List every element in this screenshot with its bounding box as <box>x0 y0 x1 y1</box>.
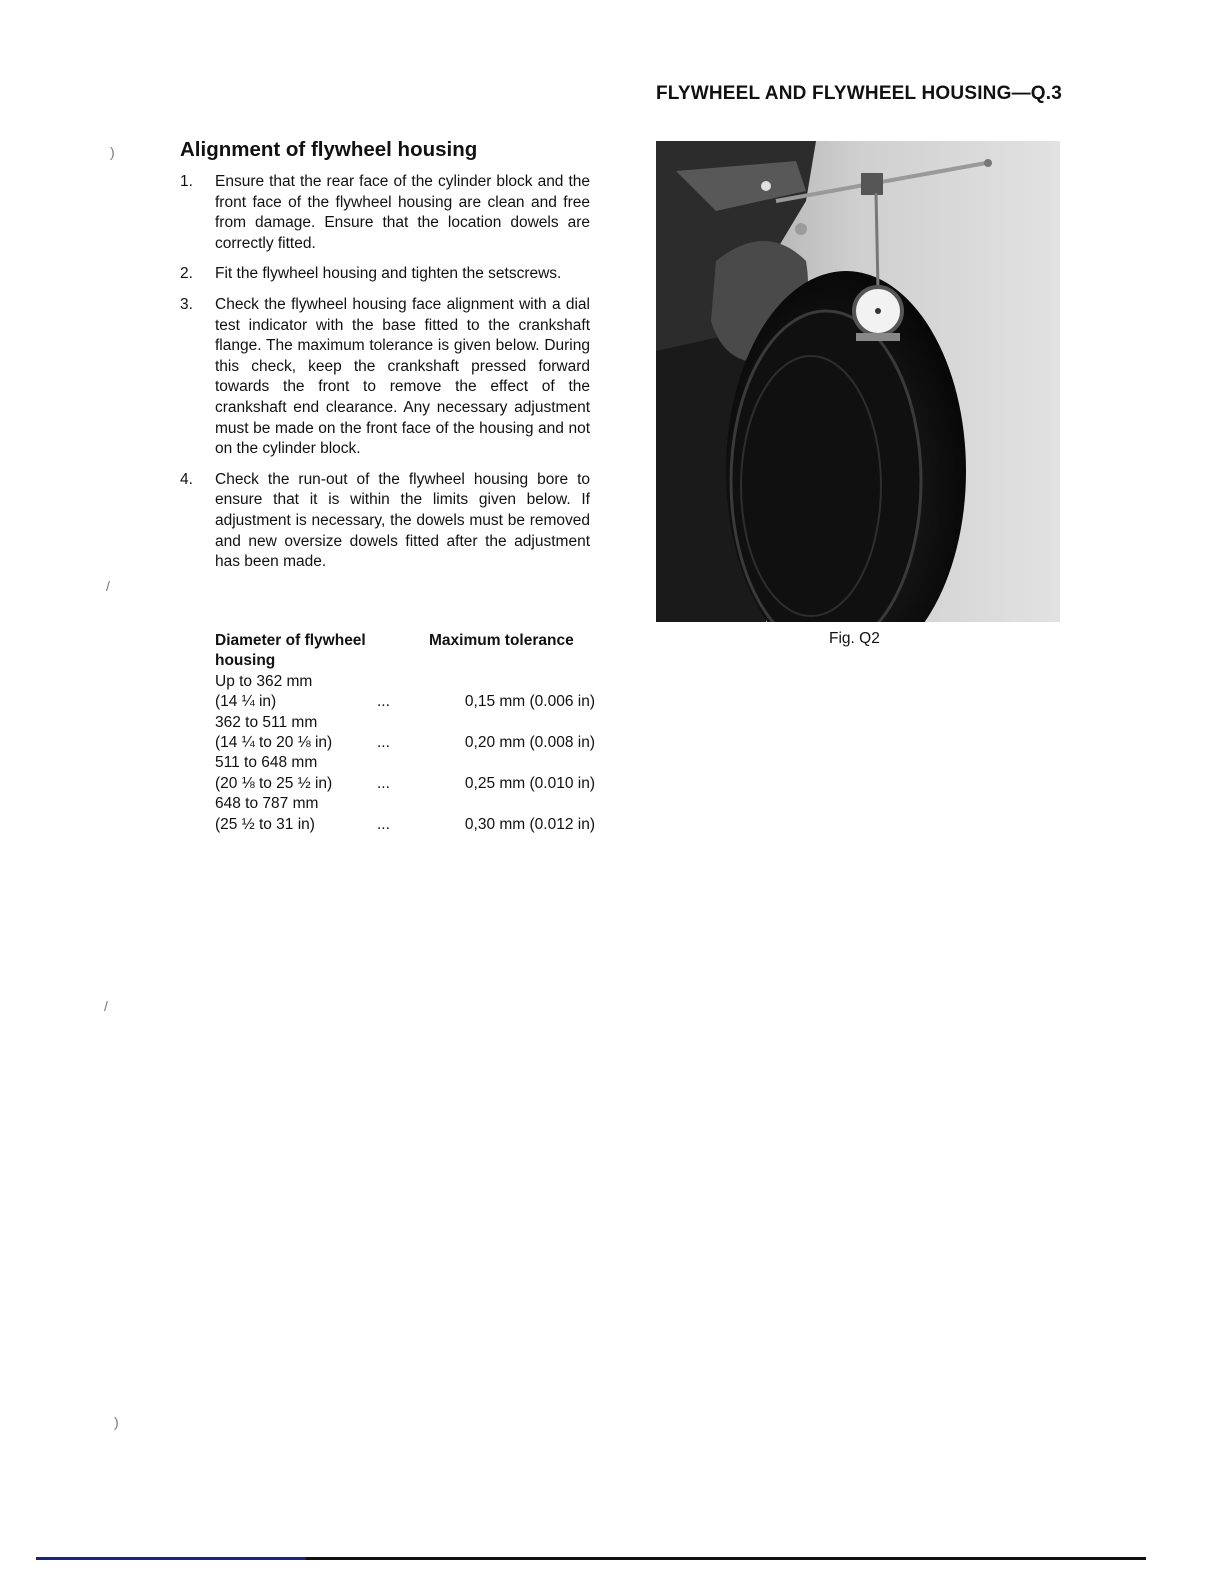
diameter-imperial: (14 ¼ in) <box>215 693 277 711</box>
diameter-metric: 648 to 787 mm <box>215 795 319 813</box>
tolerance-value: 0,15 mm (0.006 in) <box>464 693 595 711</box>
step-item <box>180 295 590 460</box>
column-header-tolerance: Maximum tolerance <box>429 632 574 649</box>
running-header: FLYWHEEL AND FLYWHEEL HOUSING—Q.3 <box>656 83 1062 104</box>
step-number: 2. <box>180 265 193 283</box>
diameter-metric: 511 to 648 mm <box>215 754 318 772</box>
diameter-imperial: (20 ⅛ to 25 ½ in) <box>215 774 333 792</box>
leader-dots: ... <box>377 774 390 792</box>
step-item <box>180 264 590 285</box>
tolerance-table <box>215 631 595 835</box>
binder-mark: / <box>104 998 108 1014</box>
diameter-metric: Up to 362 mm <box>215 672 313 690</box>
tolerance-value: 0,30 mm (0.012 in) <box>464 815 595 833</box>
table-row <box>215 753 595 794</box>
step-item <box>180 172 590 254</box>
procedure-steps <box>180 172 590 583</box>
flywheel-photo <box>656 141 1060 622</box>
binder-mark: ) <box>110 144 115 160</box>
table-row <box>215 672 595 713</box>
column-header-diameter: Diameter of flywheel housing <box>215 632 366 670</box>
step-number: 1. <box>180 173 193 190</box>
binder-mark: / <box>106 578 110 594</box>
step-text: Ensure that the rear face of the cylinder block and the front face of the flywheel housing are clean and free from damage. Ensure that the location dowels are correctly fitted. <box>215 173 590 252</box>
tolerance-value: 0,20 mm (0.008 in) <box>464 734 595 752</box>
step-number: 3. <box>180 295 193 313</box>
binder-mark: ) <box>114 1414 119 1430</box>
leader-dots: ... <box>377 734 390 752</box>
leader-dots: ... <box>377 693 390 711</box>
step-text: Fit the flywheel housing and tighten the setscrews. <box>215 265 562 283</box>
table-header <box>215 631 595 672</box>
bottom-rule-accent <box>36 1557 306 1560</box>
step-item <box>180 470 590 573</box>
tolerance-value: 0,25 mm (0.010 in) <box>464 774 595 792</box>
leader-dots: ... <box>377 815 390 833</box>
section-title: Alignment of flywheel housing <box>180 138 478 161</box>
table-row <box>215 713 595 754</box>
diameter-imperial: (14 ¼ to 20 ⅛ in) <box>215 734 333 752</box>
figure-caption: Fig. Q2 <box>829 630 880 647</box>
step-text: Check the run-out of the flywheel housing bore to ensure that it is within the limits given below. If adjustment is necessary, the dowels must be removed and new oversize dowels fitted after the adjustment has been made. <box>215 470 590 571</box>
table-row <box>215 794 595 835</box>
step-number: 4. <box>180 470 193 488</box>
diameter-imperial: (25 ½ to 31 in) <box>215 815 315 833</box>
diameter-metric: 362 to 511 mm <box>215 713 318 731</box>
step-text: Check the flywheel housing face alignment with a dial test indicator with the base fitted to the crankshaft flange. The maximum tolerance is given below. During this check, keep the crankshaft pressed forward towards the front to remove the effect of the crankshaft end clearance. Any necessary adjustment must be made on the front face of the housing and not on the cylinder block. <box>215 295 590 458</box>
